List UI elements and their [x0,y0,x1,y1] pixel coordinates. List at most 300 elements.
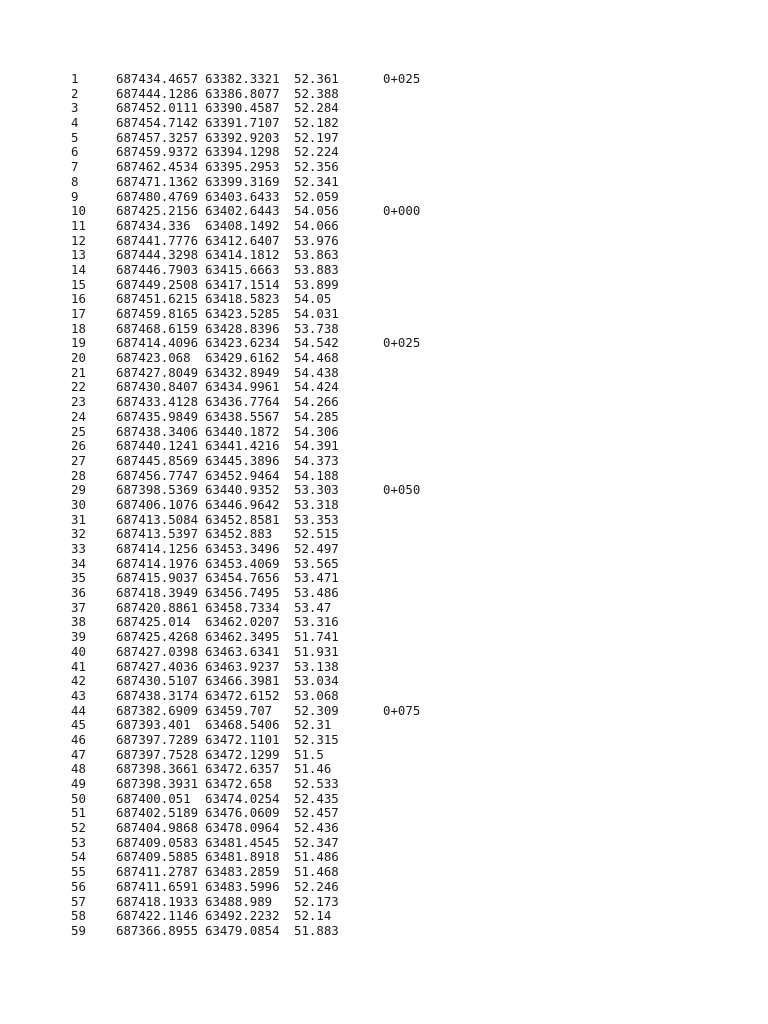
table-row [0,410,768,425]
elevation-cell: 52.284 [294,100,339,116]
easting-cell: 687366.8955 [116,922,199,938]
table-row [0,425,768,440]
easting-cell: 687418.1933 [116,893,199,909]
easting-cell: 687425.2156 [116,203,199,219]
elevation-cell: 54.424 [294,379,339,395]
easting-cell: 687393.401 [116,717,191,733]
point-number-cell: 45 [71,717,86,733]
northing-cell: 63434.9961 [205,379,280,395]
easting-cell: 687434.4657 [116,71,199,86]
easting-cell: 687406.1076 [116,496,199,512]
point-number-cell: 2 [71,85,79,101]
elevation-cell: 51.931 [294,643,339,659]
point-number-cell: 55 [71,864,86,880]
northing-cell: 63440.9352 [205,482,280,498]
point-number-cell: 38 [71,614,86,630]
easting-cell: 687468.6159 [116,320,199,336]
table-row [0,704,768,719]
elevation-cell: 53.318 [294,496,339,512]
table-row [0,483,768,498]
northing-cell: 63391.7107 [205,115,280,131]
easting-cell: 687398.3931 [116,776,199,791]
easting-cell: 687425.4268 [116,629,199,645]
easting-cell: 687398.3661 [116,761,199,777]
table-row [0,762,768,777]
easting-cell: 687413.5084 [116,511,199,527]
point-number-cell: 41 [71,658,86,674]
easting-cell: 687452.0111 [116,100,199,116]
table-row [0,160,768,175]
point-number-cell: 9 [71,188,79,204]
table-row [0,307,768,322]
northing-cell: 63382.3321 [205,71,280,86]
easting-cell: 687422.1146 [116,908,199,924]
elevation-cell: 52.309 [294,702,339,718]
easting-cell: 687444.3298 [116,247,199,263]
easting-cell: 687420.8861 [116,599,199,615]
easting-cell: 687409.0583 [116,834,199,850]
easting-cell: 687434.336 [116,217,191,233]
table-row [0,116,768,131]
northing-cell: 63478.0964 [205,820,280,836]
elevation-cell: 54.066 [294,217,339,233]
easting-cell: 687459.9372 [116,144,199,160]
table-row [0,792,768,807]
point-number-cell: 14 [71,261,86,277]
table-row [0,351,768,366]
easting-cell: 687411.2787 [116,864,199,880]
coordinate-table [0,72,768,939]
northing-cell: 63429.6162 [205,350,280,366]
elevation-cell: 54.438 [294,364,339,380]
easting-cell: 687425.014 [116,614,191,630]
point-number-cell: 21 [71,364,86,380]
point-number-cell: 28 [71,467,86,483]
table-row [0,806,768,821]
northing-cell: 63476.0609 [205,805,280,821]
point-number-cell: 43 [71,687,86,703]
elevation-cell: 53.303 [294,482,339,498]
easting-cell: 687440.1241 [116,438,199,454]
elevation-cell: 53.883 [294,261,339,277]
elevation-cell: 54.031 [294,306,339,321]
point-number-cell: 30 [71,496,86,512]
elevation-cell: 53.863 [294,247,339,263]
point-number-cell: 6 [71,144,79,160]
northing-cell: 63428.8396 [205,320,280,336]
easting-cell: 687427.4036 [116,658,199,674]
table-row [0,865,768,880]
elevation-cell: 52.497 [294,541,339,556]
table-row [0,645,768,660]
easting-cell: 687457.3257 [116,129,199,145]
table-row [0,924,768,939]
table-row [0,615,768,630]
easting-cell: 687446.7903 [116,261,199,277]
easting-cell: 687438.3406 [116,423,199,439]
northing-cell: 63445.3896 [205,452,280,468]
point-number-cell: 49 [71,776,86,791]
elevation-cell: 53.738 [294,320,339,336]
table-row [0,336,768,351]
northing-cell: 63446.9642 [205,496,280,512]
easting-cell: 687402.5189 [116,805,199,821]
elevation-cell: 53.068 [294,687,339,703]
easting-cell: 687414.4096 [116,335,199,351]
elevation-cell: 52.31 [294,717,332,733]
elevation-cell: 54.056 [294,203,339,219]
elevation-cell: 52.457 [294,805,339,821]
northing-cell: 63488.989 [205,893,273,909]
easting-cell: 687411.6591 [116,878,199,894]
table-row [0,557,768,572]
easting-cell: 687414.1976 [116,555,199,571]
elevation-cell: 51.46 [294,761,332,777]
easting-cell: 687427.0398 [116,643,199,659]
northing-cell: 63483.5996 [205,878,280,894]
point-number-cell: 18 [71,320,86,336]
northing-cell: 63438.5567 [205,408,280,424]
elevation-cell: 51.5 [294,746,324,762]
point-number-cell: 31 [71,511,86,527]
table-row [0,190,768,205]
point-number-cell: 29 [71,482,86,498]
elevation-cell: 52.356 [294,159,339,175]
point-number-cell: 58 [71,908,86,924]
elevation-cell: 53.316 [294,614,339,630]
easting-cell: 687409.5885 [116,849,199,865]
easting-cell: 687445.8569 [116,452,199,468]
northing-cell: 63468.5406 [205,717,280,733]
table-row [0,395,768,410]
table-row [0,498,768,513]
table-row [0,880,768,895]
northing-cell: 63474.0254 [205,790,280,806]
elevation-cell: 53.034 [294,673,339,689]
northing-cell: 63479.0854 [205,922,280,938]
northing-cell: 63453.4069 [205,555,280,571]
northing-cell: 63481.8918 [205,849,280,865]
point-number-cell: 12 [71,232,86,248]
table-row [0,248,768,263]
point-number-cell: 44 [71,702,86,718]
easting-cell: 687397.7528 [116,746,199,762]
northing-cell: 63441.4216 [205,438,280,454]
northing-cell: 63458.7334 [205,599,280,615]
table-row [0,777,768,792]
point-number-cell: 35 [71,570,86,586]
easting-cell: 687462.4534 [116,159,199,175]
northing-cell: 63462.0207 [205,614,280,630]
elevation-cell: 51.486 [294,849,339,865]
northing-cell: 63418.5823 [205,291,280,307]
easting-cell: 687430.5107 [116,673,199,689]
elevation-cell: 51.741 [294,629,339,645]
northing-cell: 63402.6443 [205,203,280,219]
elevation-cell: 52.347 [294,834,339,850]
elevation-cell: 52.361 [294,71,339,86]
table-row [0,204,768,219]
easting-cell: 687414.1256 [116,541,199,556]
point-number-cell: 25 [71,423,86,439]
easting-cell: 687480.4769 [116,188,199,204]
point-number-cell: 39 [71,629,86,645]
table-row [0,689,768,704]
point-number-cell: 34 [71,555,86,571]
point-number-cell: 1 [71,71,79,86]
elevation-cell: 52.315 [294,731,339,747]
point-number-cell: 8 [71,173,79,189]
point-number-cell: 36 [71,585,86,601]
northing-cell: 63412.6407 [205,232,280,248]
easting-cell: 687456.7747 [116,467,199,483]
table-row [0,821,768,836]
point-number-cell: 5 [71,129,79,145]
elevation-cell: 52.388 [294,85,339,101]
northing-cell: 63452.9464 [205,467,280,483]
elevation-cell: 52.173 [294,893,339,909]
elevation-cell: 52.224 [294,144,339,160]
elevation-cell: 52.515 [294,526,339,542]
point-number-cell: 54 [71,849,86,865]
elevation-cell: 53.138 [294,658,339,674]
table-row [0,718,768,733]
point-number-cell: 27 [71,452,86,468]
easting-cell: 687451.6215 [116,291,199,307]
northing-cell: 63472.658 [205,776,273,791]
point-number-cell: 37 [71,599,86,615]
easting-cell: 687430.8407 [116,379,199,395]
northing-cell: 63414.1812 [205,247,280,263]
point-number-cell: 20 [71,350,86,366]
elevation-cell: 53.47 [294,599,332,615]
northing-cell: 63462.3495 [205,629,280,645]
easting-cell: 687444.1286 [116,85,199,101]
northing-cell: 63408.1492 [205,217,280,233]
point-number-cell: 24 [71,408,86,424]
elevation-cell: 52.197 [294,129,339,145]
easting-cell: 687433.4128 [116,394,199,410]
table-row [0,380,768,395]
easting-cell: 687435.9849 [116,408,199,424]
point-number-cell: 26 [71,438,86,454]
point-number-cell: 53 [71,834,86,850]
northing-cell: 63403.6433 [205,188,280,204]
elevation-cell: 53.486 [294,585,339,601]
northing-cell: 63399.3169 [205,173,280,189]
table-row [0,571,768,586]
table-row [0,895,768,910]
point-number-cell: 40 [71,643,86,659]
northing-cell: 63394.1298 [205,144,280,160]
northing-cell: 63459.707 [205,702,273,718]
elevation-cell: 51.468 [294,864,339,880]
northing-cell: 63454.7656 [205,570,280,586]
elevation-cell: 54.285 [294,408,339,424]
elevation-cell: 53.899 [294,276,339,292]
table-row [0,87,768,102]
elevation-cell: 52.533 [294,776,339,791]
northing-cell: 63472.6357 [205,761,280,777]
northing-cell: 63472.1299 [205,746,280,762]
table-row [0,527,768,542]
table-row [0,748,768,763]
elevation-cell: 54.188 [294,467,339,483]
northing-cell: 63456.7495 [205,585,280,601]
northing-cell: 63492.2232 [205,908,280,924]
easting-cell: 687404.9868 [116,820,199,836]
northing-cell: 63390.4587 [205,100,280,116]
station-cell: 0+025 [383,335,421,351]
northing-cell: 63452.8581 [205,511,280,527]
station-cell: 0+000 [383,203,421,219]
table-row [0,850,768,865]
table-row [0,660,768,675]
table-row [0,733,768,748]
table-row [0,439,768,454]
table-row [0,234,768,249]
point-number-cell: 11 [71,217,86,233]
point-number-cell: 3 [71,100,79,116]
point-number-cell: 7 [71,159,79,175]
elevation-cell: 53.353 [294,511,339,527]
point-number-cell: 47 [71,746,86,762]
northing-cell: 63452.883 [205,526,273,542]
point-number-cell: 16 [71,291,86,307]
easting-cell: 687454.7142 [116,115,199,131]
northing-cell: 63415.6663 [205,261,280,277]
northing-cell: 63386.8077 [205,85,280,101]
point-number-cell: 10 [71,203,86,219]
elevation-cell: 54.05 [294,291,332,307]
elevation-cell: 52.182 [294,115,339,131]
point-number-cell: 59 [71,922,86,938]
easting-cell: 687382.6909 [116,702,199,718]
point-number-cell: 19 [71,335,86,351]
table-row [0,72,768,87]
elevation-cell: 52.341 [294,173,339,189]
northing-cell: 63463.9237 [205,658,280,674]
easting-cell: 687471.1362 [116,173,199,189]
elevation-cell: 54.391 [294,438,339,454]
elevation-cell: 54.373 [294,452,339,468]
table-row [0,836,768,851]
table-row [0,263,768,278]
northing-cell: 63481.4545 [205,834,280,850]
easting-cell: 687427.8049 [116,364,199,380]
elevation-cell: 54.468 [294,350,339,366]
northing-cell: 63453.3496 [205,541,280,556]
elevation-cell: 54.306 [294,423,339,439]
northing-cell: 63417.1514 [205,276,280,292]
northing-cell: 63472.1101 [205,731,280,747]
elevation-cell: 52.246 [294,878,339,894]
elevation-cell: 52.059 [294,188,339,204]
point-number-cell: 23 [71,394,86,410]
northing-cell: 63423.6234 [205,335,280,351]
table-row [0,674,768,689]
table-row [0,586,768,601]
table-row [0,454,768,469]
easting-cell: 687413.5397 [116,526,199,542]
easting-cell: 687398.5369 [116,482,199,498]
northing-cell: 63432.8949 [205,364,280,380]
elevation-cell: 52.436 [294,820,339,836]
easting-cell: 687459.8165 [116,306,199,321]
northing-cell: 63466.3981 [205,673,280,689]
elevation-cell: 54.542 [294,335,339,351]
point-number-cell: 32 [71,526,86,542]
table-row [0,542,768,557]
point-number-cell: 17 [71,306,86,321]
elevation-cell: 52.435 [294,790,339,806]
elevation-cell: 51.883 [294,922,339,938]
elevation-cell: 54.266 [294,394,339,410]
table-row [0,292,768,307]
northing-cell: 63483.2859 [205,864,280,880]
table-row [0,322,768,337]
table-row [0,366,768,381]
table-row [0,145,768,160]
northing-cell: 63472.6152 [205,687,280,703]
easting-cell: 687415.9037 [116,570,199,586]
elevation-cell: 53.471 [294,570,339,586]
station-cell: 0+025 [383,71,421,86]
point-number-cell: 56 [71,878,86,894]
easting-cell: 687397.7289 [116,731,199,747]
point-number-cell: 46 [71,731,86,747]
table-row [0,101,768,116]
easting-cell: 687438.3174 [116,687,199,703]
table-row [0,469,768,484]
table-row [0,909,768,924]
point-number-cell: 50 [71,790,86,806]
point-number-cell: 51 [71,805,86,821]
easting-cell: 687449.2508 [116,276,199,292]
station-cell: 0+050 [383,482,421,498]
northing-cell: 63440.1872 [205,423,280,439]
easting-cell: 687418.3949 [116,585,199,601]
easting-cell: 687400.051 [116,790,191,806]
point-number-cell: 42 [71,673,86,689]
table-row [0,601,768,616]
point-number-cell: 57 [71,893,86,909]
table-row [0,278,768,293]
point-number-cell: 13 [71,247,86,263]
station-cell: 0+075 [383,702,421,718]
northing-cell: 63392.9203 [205,129,280,145]
point-number-cell: 4 [71,115,79,131]
point-number-cell: 33 [71,541,86,556]
northing-cell: 63423.5285 [205,306,280,321]
elevation-cell: 53.565 [294,555,339,571]
table-row [0,630,768,645]
easting-cell: 687423.068 [116,350,191,366]
northing-cell: 63463.6341 [205,643,280,659]
easting-cell: 687441.7776 [116,232,199,248]
table-row [0,513,768,528]
northing-cell: 63395.2953 [205,159,280,175]
table-row [0,175,768,190]
point-number-cell: 48 [71,761,86,777]
northing-cell: 63436.7764 [205,394,280,410]
point-number-cell: 52 [71,820,86,836]
elevation-cell: 53.976 [294,232,339,248]
point-number-cell: 22 [71,379,86,395]
table-row [0,219,768,234]
table-row [0,131,768,146]
point-number-cell: 15 [71,276,86,292]
